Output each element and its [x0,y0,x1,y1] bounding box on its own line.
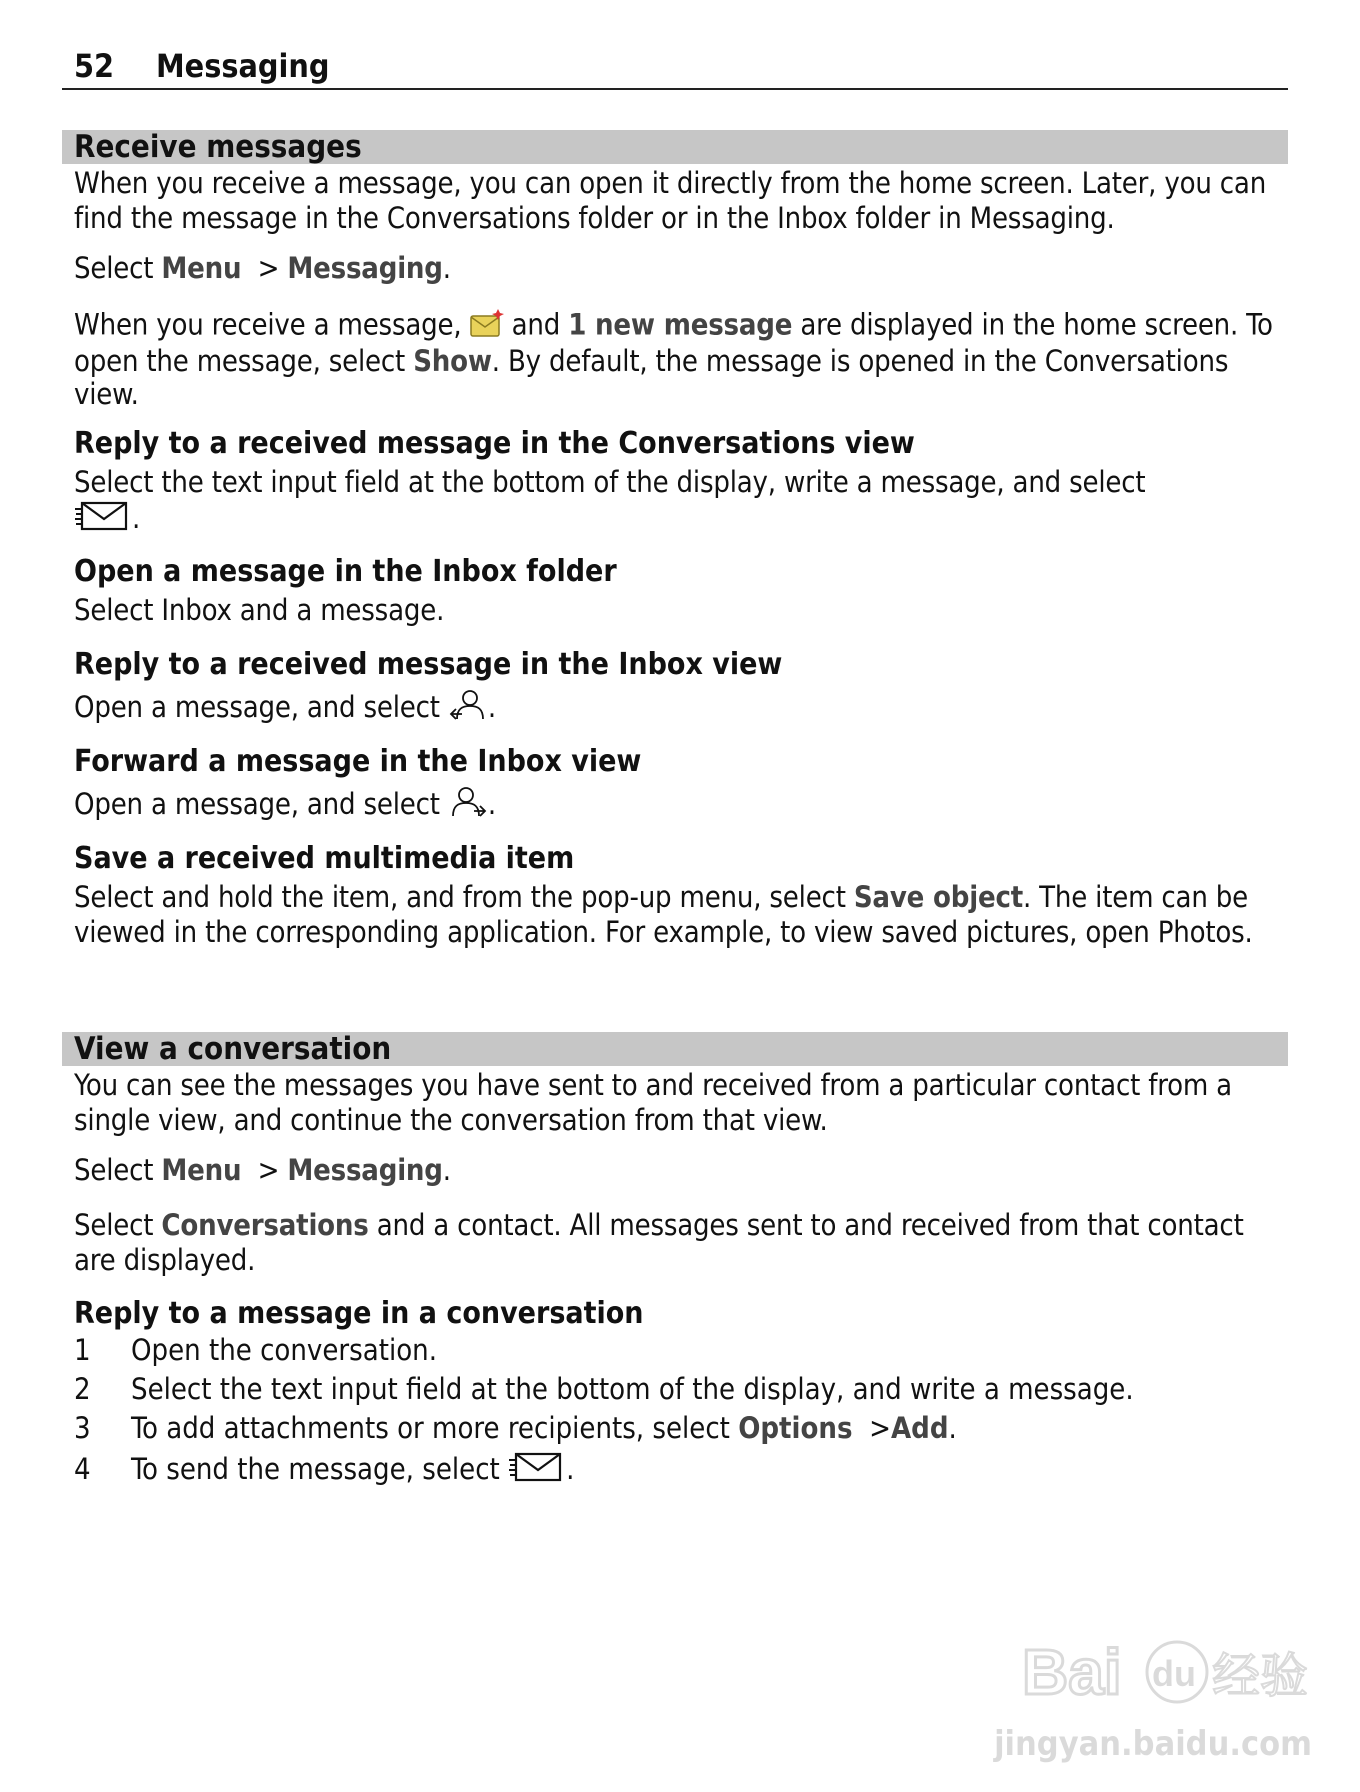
watermark-url: jingyan.baidu.com [994,1724,1312,1764]
list-item: 1 Open the conversation. [74,1333,437,1367]
reply-icon[interactable] [448,688,488,730]
conversation-intro: You can see the messages you have sent to and received from a particular contact from a single view, and continue the conversation from that view. [74,1068,1232,1137]
receive-intro: When you receive a message, you can open it directly from the home screen. Later, you can find the message in the Conversations folder or in the Inbox folder in Messaging. [74,166,1267,235]
new-message-icon [470,308,504,345]
baidu-watermark [994,1614,1312,1764]
options-link[interactable]: Options [738,1411,853,1445]
messaging-link[interactable]: Messaging [287,1153,443,1187]
add-link[interactable]: Add [890,1411,949,1445]
svg-text:du: du [1152,1653,1196,1694]
save-object-link[interactable]: Save object [853,880,1023,914]
send-icon[interactable] [74,500,132,540]
receive-select-path: Select Menu > Messaging. [74,251,451,285]
subsection-reply-conversation: Reply to a message in a conversation [74,1296,644,1331]
messaging-link[interactable]: Messaging [287,251,443,285]
page-header [62,44,1288,90]
page-number: 52 [74,47,115,85]
list-item: 4 To send the message, select . [74,1451,1288,1491]
list-item: 2 Select the text input field at the bottom of the display, and write a message. [74,1372,1134,1406]
menu-link[interactable]: Menu [161,251,242,285]
subsection-reply-inbox: Reply to a received message in the Inbox view Open a message, and select . [74,647,1288,730]
show-link[interactable]: Show [413,344,492,378]
subsection-open-inbox: Open a message in the Inbox folder Select Inbox and a message. [74,554,617,627]
subsection-save-multimedia: Save a received multimedia item Select and hold the item, and from the pop-up menu, select Save object. The item can be viewed in the corresponding application. For example, to view saved pictures, open Photos. [74,841,1253,949]
section-view-conversation: View a conversation [62,1032,1288,1066]
subsection-forward-inbox: Forward a message in the Inbox view Open a message, and select . [74,744,1288,827]
subsection-reply-conversations: Reply to a received message in the Conversations view Select the text input field at the bottom of the display, write a message, and select . [74,426,1288,540]
send-icon[interactable] [508,1451,566,1491]
conversation-select-contact: Select Conversations and a contact. All messages sent to and received from that contact are displayed. [74,1208,1244,1277]
conversations-link[interactable]: Conversations [161,1208,369,1242]
baidu-logo-icon [1012,1614,1312,1724]
chapter-title: Messaging [156,47,330,85]
forward-icon[interactable] [448,785,488,827]
conversation-select-path: Select Menu > Messaging. [74,1153,451,1187]
svg-text:Bai: Bai [1022,1636,1122,1708]
list-item: 3 To add attachments or more recipients, select Options >Add. [74,1411,957,1445]
svg-text:经验: 经验 [1212,1648,1309,1704]
receive-notification-text: When you receive a message, and 1 new message are displayed in the home screen. To open the message, select Show. By default, the message is opened in the Conversations view. [74,307,1273,411]
section-receive-messages: Receive messages [62,130,1288,164]
menu-link[interactable]: Menu [161,1153,242,1187]
